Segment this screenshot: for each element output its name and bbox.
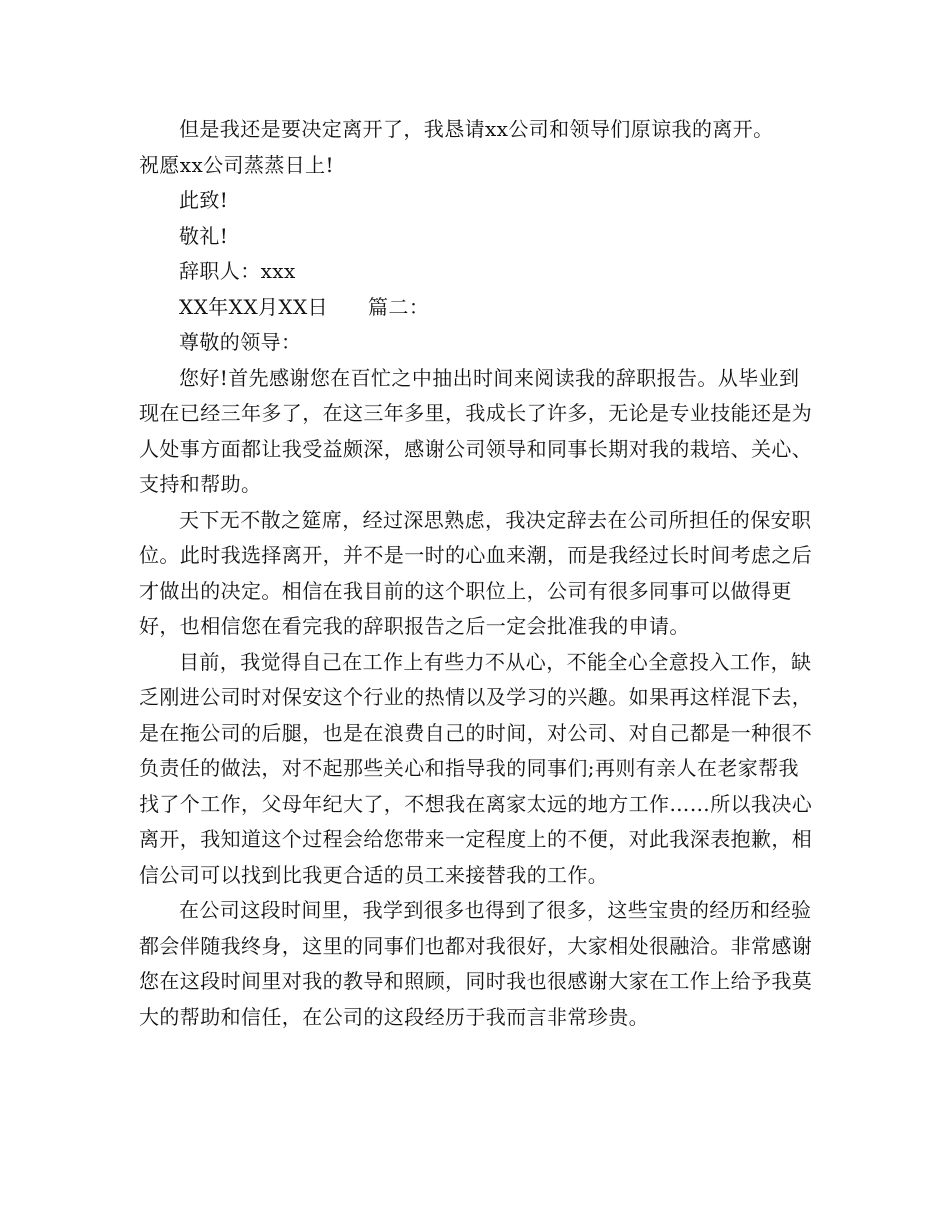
- letter-body: [139, 112, 819, 1035]
- paragraph-wishes: 祝愿xx公司蒸蒸日上!: [139, 152, 334, 177]
- salutation-jingli: 敬礼!: [179, 223, 229, 248]
- greeting-line: 尊敬的领导：: [179, 330, 302, 354]
- paragraph-closing-apology: 但是我还是要决定离开了，我恳请xx公司和领导们原谅我的离开。: [179, 117, 774, 141]
- paragraph-gratitude: 在公司这段时间里，我学到很多也得到了很多，这些宝贵的经历和经验都会伴随我终身，这里的同事们也都对我很好，大家相处很融洽。非常感谢您在这段时间里对我的教导和照顾，同时我也很感谢大家在工作上给予我莫大的帮助和信任，在公司的这段经历于我而言非常珍贵。: [139, 898, 813, 1029]
- date-text: XX年XX月XX日: [179, 294, 329, 319]
- paragraph-reasons: 目前，我觉得自己在工作上有些力不从心，不能全心全意投入工作，缺乏刚进公司时对保安这个行业的热情以及学习的兴趣。如果再这样混下去，是在拖公司的后腿，也是在浪费自己的时间，对公司、对自己都是一种很不负责任的做法，对不起那些关心和指导我的同事们;再则有亲人在老家帮我找了个工作，父母年纪大了，不想我在离家太远的地方工作……所以我决心离开，我知道这个过程会给您带来一定程度上的不便，对此我深表抱歉，相信公司可以找到比我更合适的员工来接替我的工作。: [139, 649, 813, 887]
- section-heading: 篇二：: [368, 294, 430, 319]
- paragraph-thanks: 您好!首先感谢您在百忙之中抽出时间来阅读我的辞职报告。从毕业到现在已经三年多了，在这三年多里，我成长了许多，无论是专业技能还是为人处事方面都让我受益颇深，感谢公司领导和同事长期对我的栽培、关心、支持和帮助。: [139, 365, 813, 496]
- salutation-cizhi: 此致!: [179, 188, 229, 212]
- paragraph-decision: 天下无不散之筵席，经过深思熟虑，我决定辞去在公司所担任的保安职位。此时我选择离开，并不是一时的心血来潮，而是我经过长时间考虑之后才做出的决定。相信在我目前的这个职位上，公司有很多同事可以做得更好，也相信您在看完我的辞职报告之后一定会批准我的申请。: [139, 507, 813, 638]
- signature-line: 辞职人：xxx: [179, 259, 296, 283]
- date-section-line: [139, 290, 819, 326]
